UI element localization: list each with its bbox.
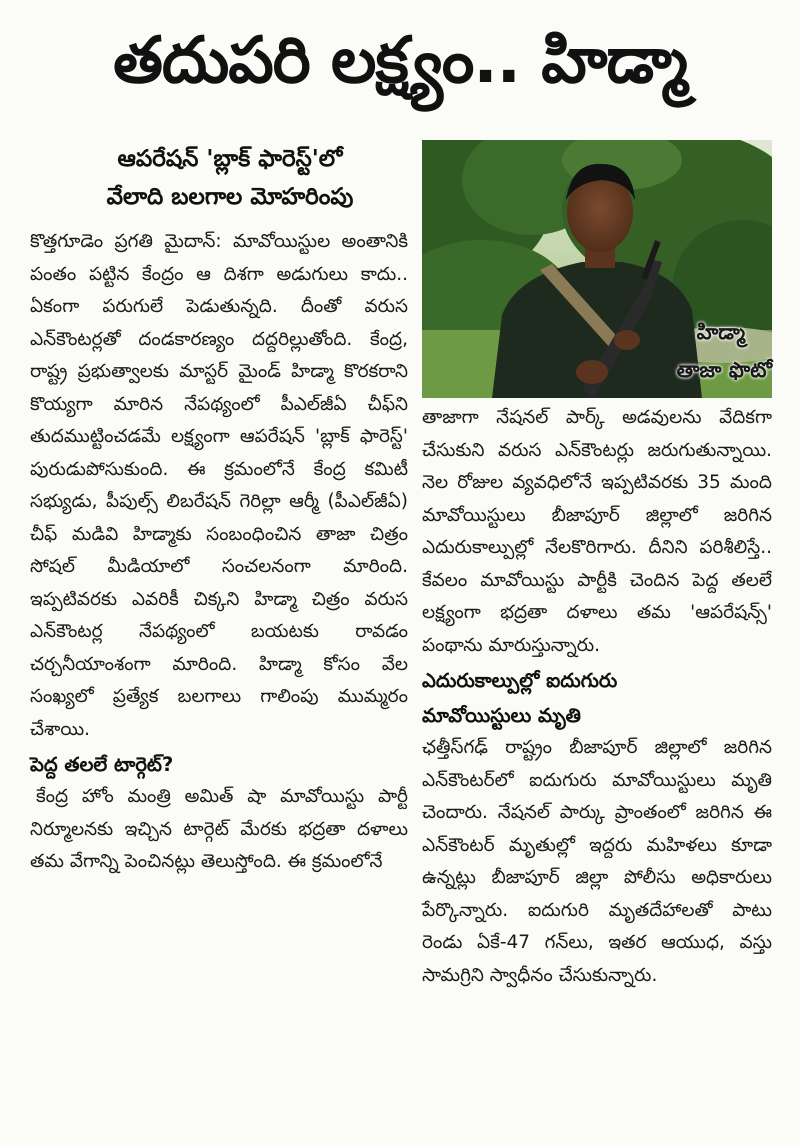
left-paragraph-1: కొత్తగూడెం ప్రగతి మైదాన్: మావోయిస్టుల అంతానికి పంతం పట్టిన కేంద్రం ఆ దిశగా అడుగులు కాదు.. ఏకంగా పరుగులే పెడుతున్నది. దీంతో వరుస ఎన్‌కౌంటర్లతో దండకారణ్యం దద్దరిల్లుతోంది. కేంద్ర, రాష్ట్ర ప్రభుత్వాలకు మాస్టర్ మైండ్ హిడ్మా కొరకరాని కొయ్యగా మారిన నేపథ్యంలో పీఎల్‌జీఏ చీఫ్‌ని తుదముట్టించడమే లక్ష్యంగా ఆపరేషన్ 'బ్లాక్ ఫారెస్ట్' పురుడుపోసుకుంది. ఈ క్రమంలోనే కేంద్ర కమిటీ సభ్యుడు, పీపుల్స్ లిబరేషన్ గెరిల్లా ఆర్మీ (పీఎల్‌జీఏ) చీఫ్ మడివి హిడ్మాకు సంబంధించిన తాజా చిత్రం సోషల్ మీడియాలో సంచలనంగా మారింది. ఇప్పటివరకు ఎవరికీ చిక్కని హిడ్మా చిత్రం వరుస ఎన్‌కౌంటర్ల నేపథ్యంలో బయటకు రావడం చర్చనీయాంశంగా మారింది. హిడ్మా కోసం వేల సంఖ్యలో ప్రత్యేక బలగాలు గాలింపు ముమ్మరం చేశాయి. xyxy=(30,231,408,740)
right-subheading-line-2: మావోయిస్టులు మృతి xyxy=(422,704,581,727)
right-subheading-line-1: ఎదురుకాల్పుల్లో ఐదుగురు xyxy=(422,669,618,692)
headline: తదుపరి లక్ష్యం.. హిడ్మా xyxy=(113,23,687,98)
photo-caption xyxy=(677,313,772,389)
left-paragraph-2: కేంద్ర హోం మంత్రి అమిత్ షా మావోయిస్టు పార్టీ నిర్మూలనకు ఇచ్చిన టార్గెట్ మేరకు భద్రతా దళాలు తమ వేగాన్ని పెంచినట్లు తెలుస్తోంది. ఈ క్రమంలోనే xyxy=(30,786,408,872)
photo-caption-line-1: హిడ్మా xyxy=(696,320,746,344)
right-column xyxy=(422,402,772,992)
right-paragraph-2: ఛత్తీస్‌గఢ్ రాష్ట్రం బీజాపూర్ జిల్లాలో జరిగిన ఎన్‌కౌంటర్‌లో ఐదుగురు మావోయిస్టులు మృతి చెందారు. నేషనల్ పార్కు ప్రాంతంలో జరిగిన ఈ ఎన్‌కౌంటర్ మృతుల్లో ఇద్దరు మహిళలు కూడా ఉన్నట్లు బీజాపూర్ జిల్లా పోలీసు అధికారులు పేర్కొన్నారు. ఐదుగురి మృతదేహాలతో పాటు రెండు ఏకే-47 గన్‌లు, ఇతర ఆయుధ, వస్తు సామగ్రిని స్వాధీనం చేసుకున్నారు. xyxy=(422,737,772,986)
left-subheading: పెద్ద తలలే టార్గెట్? xyxy=(30,753,174,776)
right-paragraph-1: తాజాగా నేషనల్ పార్క్ అడవులను వేదికగా చేసుకుని వరుస ఎన్‌కౌంటర్లు జరుగుతున్నాయి. నెల రోజుల వ్యవధిలోనే ఇప్పటివరకు 35 మంది మావోయిస్టులు బీజాపూర్ జిల్లాలో జరిగిన ఎదురుకాల్పుల్లో నేలకొరిగారు. దీనిని పరిశీలిస్తే.. కేవలం మావోయిస్టు పార్టీకి చెందిన పెద్ద తలలే లక్ష్యంగా భద్రతా దళాలు తమ 'ఆపరేషన్స్' పంథాను మారుస్తున్నారు. xyxy=(422,407,772,656)
subheadline-line-2: వేలాది బలగాల మోహరింపు xyxy=(106,184,354,210)
subheadline xyxy=(60,140,400,216)
subheadline-line-1: ఆపరేషన్ 'బ్లాక్ ఫారెస్ట్'లో xyxy=(117,146,343,172)
photo-caption-line-2: తాజా ఫొటో xyxy=(676,358,772,382)
left-column xyxy=(30,226,408,879)
